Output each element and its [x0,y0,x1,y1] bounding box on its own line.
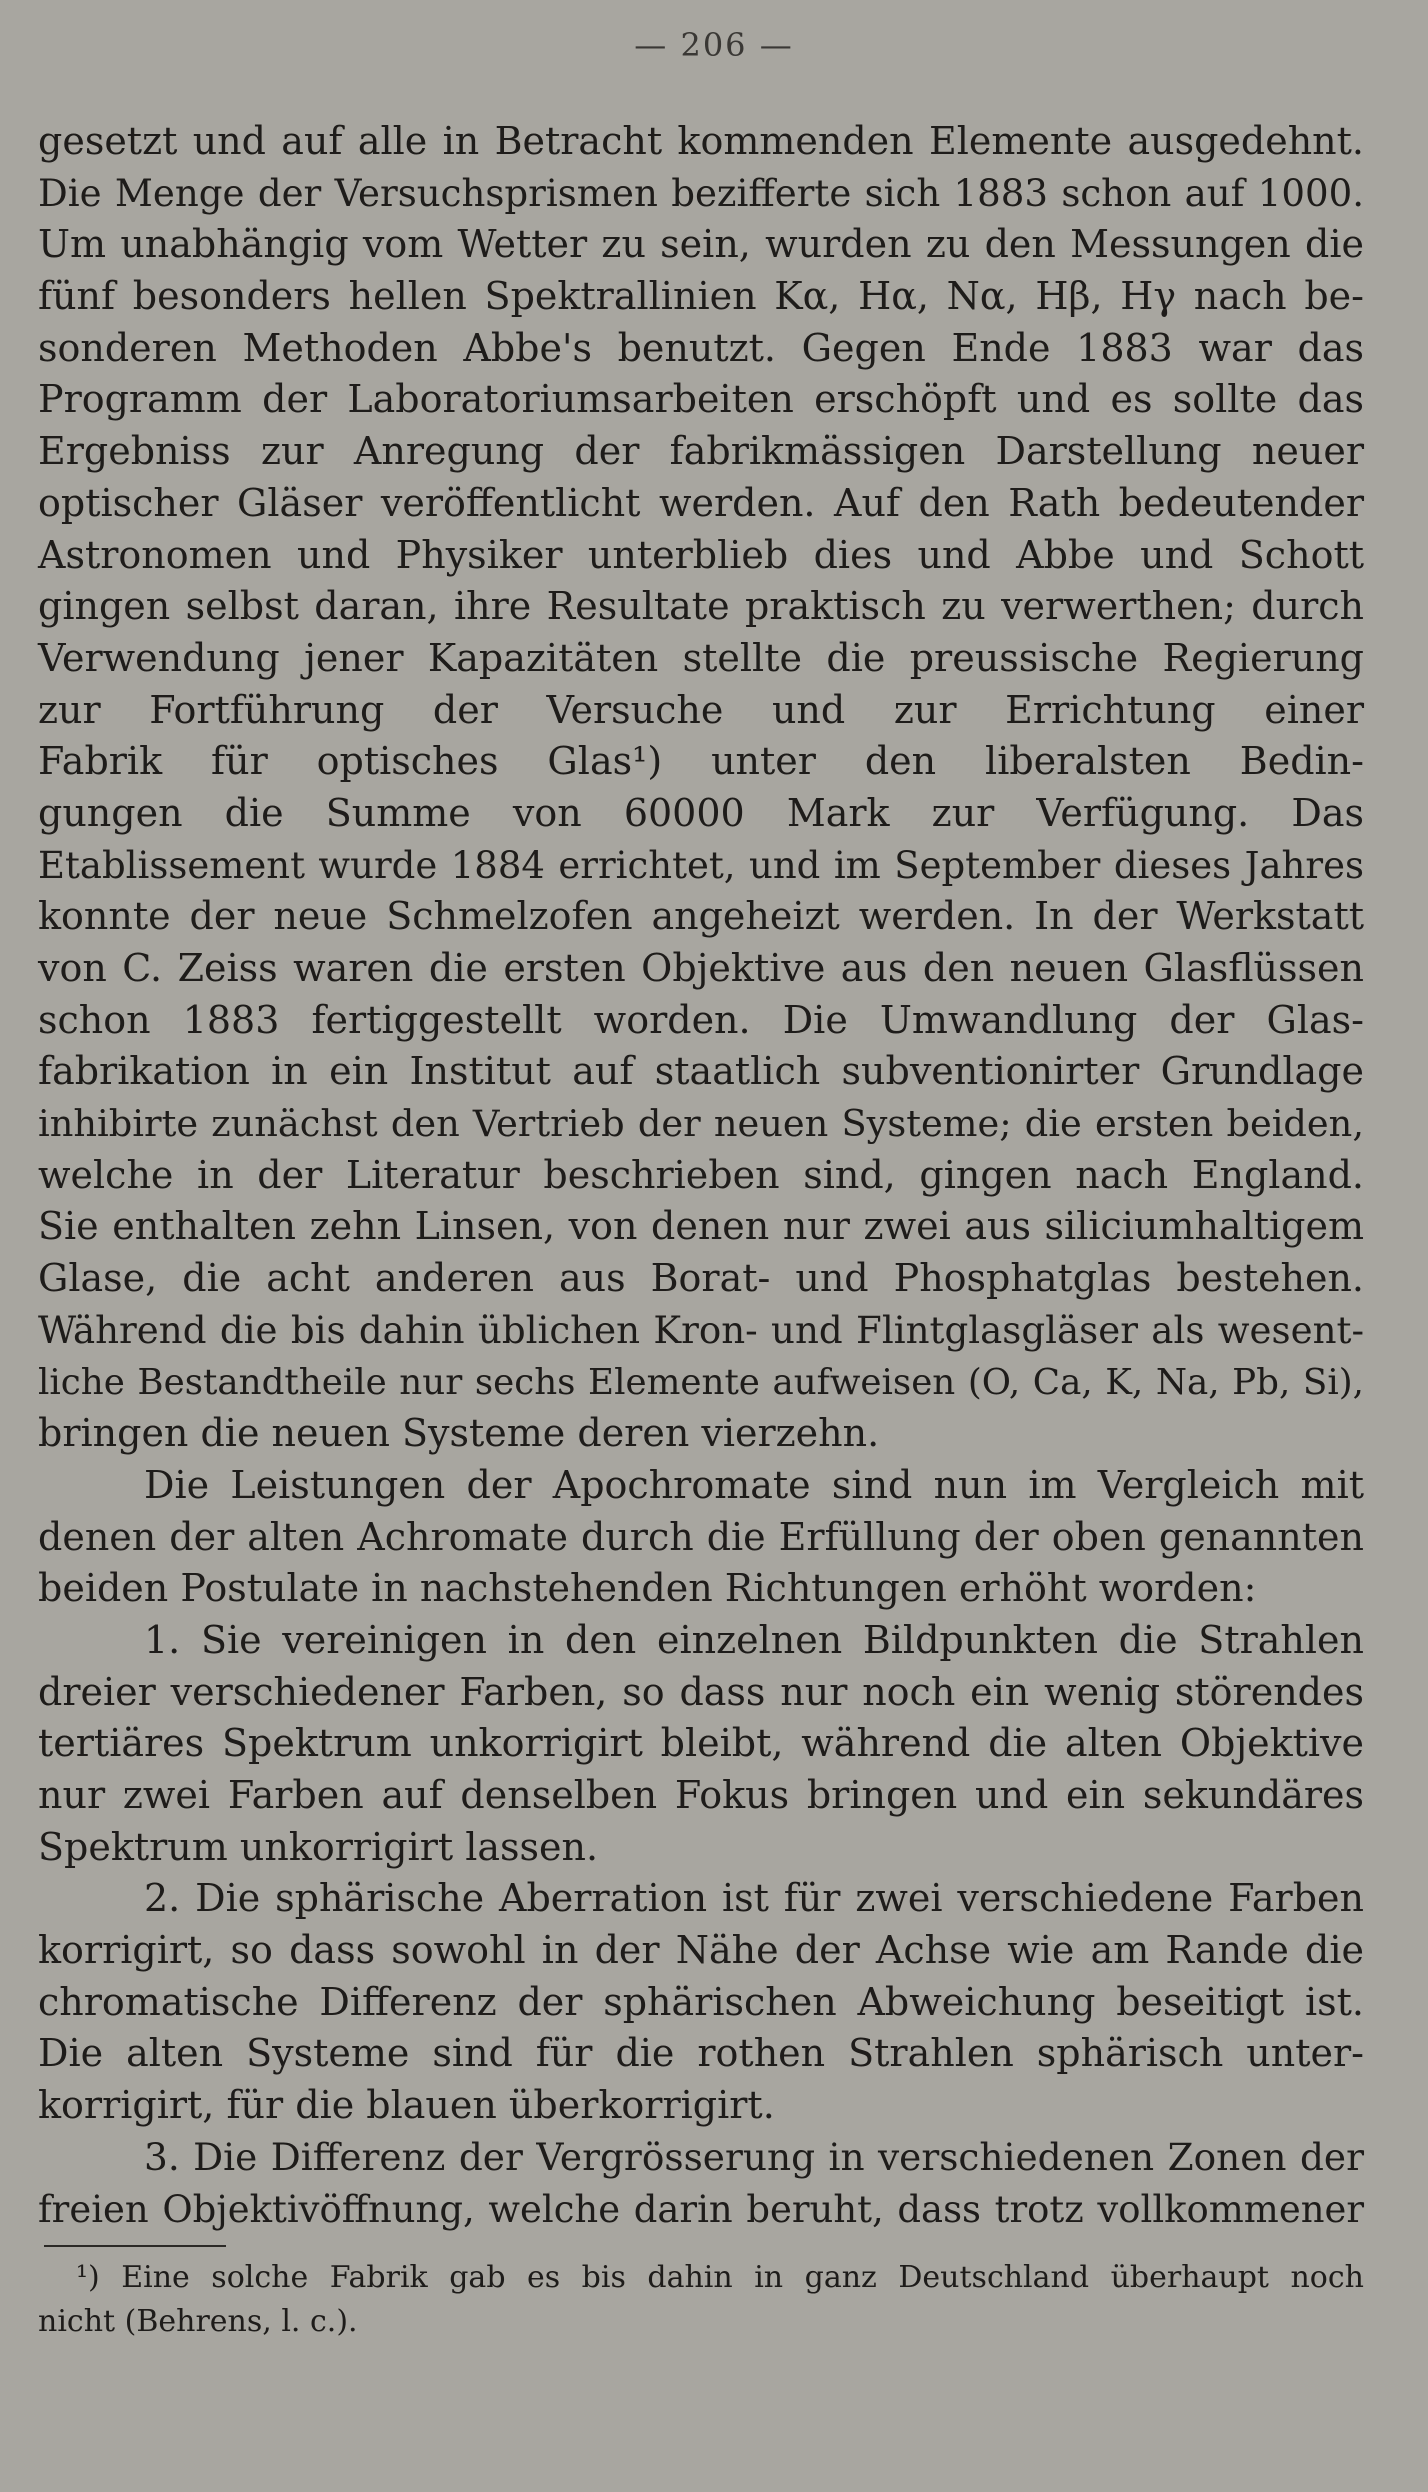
text-line: inhibirte zunächst den Vertrieb der neuen Systeme; die ersten beiden, [38,1102,1364,1146]
text-line: Fabrik für optisches Glas¹) unter den liberalsten Bedin- [38,739,1364,784]
text-line: denen der alten Achromate durch die Erfüllung der oben genannten [38,1514,1364,1559]
text-line: optischer Gläser veröffentlicht werden. Auf den Rath bedeutender [38,480,1364,525]
text-line: 2. Die sphärische Aberration ist für zwei verschiedene Farben [144,1876,1364,1921]
text-line: Sie enthalten zehn Linsen, von denen nur zwei aus siliciumhaltigem [38,1204,1364,1249]
text-line: gungen die Summe von 60000 Mark zur Verfügung. Das [38,790,1364,835]
text-line: Etablissement wurde 1884 errichtet, und im September dieses Jahres [38,843,1364,887]
text-line: von C. Zeiss waren die ersten Objektive aus den neuen Glasflüssen [38,946,1364,990]
body-text [38,116,1364,2235]
text-line: korrigirt, so dass sowohl in der Nähe der Achse wie am Rande die [38,1928,1364,1973]
footnote-line: ¹) Eine solche Fabrik gab es bis dahin in ganz Deutschland überhaupt noch [76,2260,1364,2295]
text-line: bringen die neuen Systeme deren vierzehn. [38,1411,880,1456]
text-line: Die Menge der Versuchsprismen bezifferte sich 1883 schon auf 1000. [38,171,1364,215]
text-line: sonderen Methoden Abbe's benutzt. Gegen Ende 1883 war das [38,325,1364,370]
text-line: tertiäres Spektrum unkorrigirt bleibt, während die alten Objektive [38,1721,1364,1766]
text-line: gesetzt und auf alle in Betracht kommenden Elemente ausgedehnt. [38,119,1364,163]
text-line: welche in der Literatur beschrieben sind, gingen nach England. [38,1152,1364,1197]
text-line: freien Objektivöffnung, welche darin beruht, dass trotz vollkommener [38,2187,1364,2231]
text-line: Astronomen und Physiker unterblieb dies und Abbe und Schott [38,532,1364,577]
text-line: zur Fortführung der Versuche und zur Errichtung einer [38,687,1364,732]
text-line: dreier verschiedener Farben, so dass nur noch ein wenig störendes [38,1669,1364,1714]
text-line: chromatische Differenz der sphärischen Abweichung beseitigt ist. [38,1979,1364,2024]
text-line: korrigirt, für die blauen überkorrigirt. [38,2083,775,2128]
text-line: 1. Sie vereinigen in den einzelnen Bildpunkten die Strahlen [144,1617,1364,1662]
text-line: Spektrum unkorrigirt lassen. [38,1824,599,1869]
text-line: konnte der neue Schmelzofen angeheizt werden. In der Werkstatt [38,894,1364,939]
footnote-divider [44,2245,226,2247]
page-number: — 206 — [634,26,794,64]
text-line: liche Bestandtheile nur sechs Elemente aufweisen (O, Ca, K, Na, Pb, Si), [38,1361,1364,1403]
text-line: fabrikation in ein Institut auf staatlich subventionirter Grundlage [38,1049,1364,1094]
text-line: gingen selbst daran, ihre Resultate praktisch zu verwerthen; durch [38,584,1364,629]
footnote-line: nicht (Behrens, l. c.). [38,2304,358,2339]
footnote-area [38,2256,1364,2344]
text-line: Glase, die acht anderen aus Borat- und Phosphatglas bestehen. [38,1256,1364,1301]
text-line: beiden Postulate in nachstehenden Richtungen erhöht worden: [38,1566,1257,1611]
text-line: nur zwei Farben auf denselben Fokus bringen und ein sekundäres [38,1773,1364,1817]
text-line: fünf besonders hellen Spektrallinien Kα, Hα, Nα, Hβ, Hγ nach be- [38,274,1364,319]
text-line: Während die bis dahin üblichen Kron- und Flintglasgläser als wesent- [38,1308,1364,1352]
text-line: schon 1883 fertiggestellt worden. Die Umwandlung der Glas- [38,997,1364,1042]
text-line: 3. Die Differenz der Vergrösserung in verschiedenen Zonen der [144,2134,1364,2179]
text-line: Die alten Systeme sind für die rothen Strahlen sphärisch unter- [38,2031,1364,2076]
text-line: Die Leistungen der Apochromate sind nun im Vergleich mit [144,1462,1364,1507]
text-line: Programm der Laboratoriumsarbeiten erschöpft und es sollte das [38,377,1364,422]
text-line: Um unabhängig vom Wetter zu sein, wurden zu den Messungen die [38,222,1364,267]
text-line: Verwendung jener Kapazitäten stellte die preussische Regierung [38,635,1364,680]
text-line: Ergebniss zur Anregung der fabrikmässigen Darstellung neuer [38,429,1364,474]
